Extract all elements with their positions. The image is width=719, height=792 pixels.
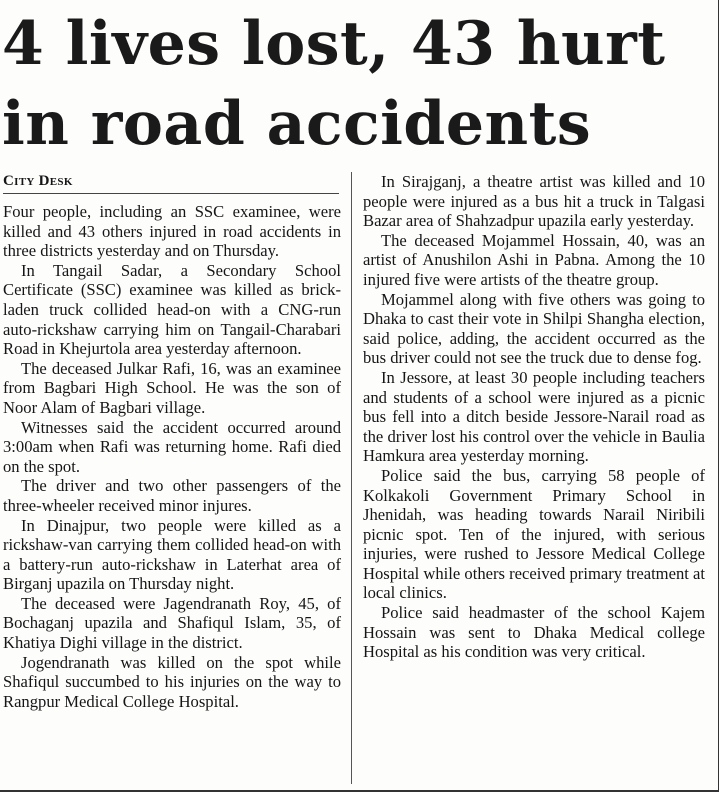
paragraph: In Sirajganj, a theatre artist was killed and 10 people were injured as a bus hit a truck in Talgasi Bazar area of Shahzadpur upazila early yesterday. [363, 172, 705, 231]
paragraph: In Dinajpur, two people were killed as a rickshaw-van carrying them collided head-on with a battery-run auto-rickshaw in Laterhat area of Birganj upazila on Thursday night. [3, 515, 341, 594]
column-divider [351, 172, 352, 784]
paragraph: Witnesses said the accident occurred around 3:00am when Rafi was returning home. Rafi died on the spot. [3, 417, 341, 476]
paragraph: Four people, including an SSC examinee, were killed and 43 others injured in road accidents in three districts yesterday and on Thursday. [3, 202, 341, 261]
paragraph: The deceased were Jagendranath Roy, 45, of Bochaganj upazila and Shafiqul Islam, 35, of Khatiya Dighi village in the district. [3, 593, 341, 653]
paragraph: In Jessore, at least 30 people including teachers and students of a school were injured as a picnic bus fell into a ditch beside Jessore-Narail road as the driver lost his control over the vehicle in Baulia Hamkura area yesterday morning. [363, 367, 705, 466]
paragraph: The deceased Mojammel Hossain, 40, was an artist of Anushilon Ashi in Pabna. Among the 10 injured five were artists of the theatre group. [363, 230, 705, 289]
paragraph: The deceased Julkar Rafi, 16, was an examinee from Bagbari High School. He was the son of Noor Alam of Bagbari village. [3, 358, 341, 417]
paragraph: Police said the bus, carrying 58 people of Kolkakoli Government Primary School in Jhenidah, was heading towards Narail Niribili picnic spot. Ten of the injured, with serious injuries, were rushed to Jessore Medical College Hospital while others received primary treatment at local clinics. [363, 465, 705, 603]
left-column [3, 172, 341, 711]
paragraph: In Tangail Sadar, a Secondary School Certificate (SSC) examinee was killed as brick-laden truck collided head-on with a CNG-run auto-rickshaw carrying him on Tangail-Charabari Road in Khejurtola area yesterday afternoon. [3, 260, 341, 359]
paragraph: The driver and two other passengers of the three-wheeler received minor injures. [3, 476, 341, 515]
right-column [363, 172, 705, 662]
headline-line-1: 4 lives lost, 43 hurt [2, 9, 666, 79]
byline: City Desk [3, 172, 339, 194]
headline [2, 4, 717, 164]
paragraph: Police said headmaster of the school Kajem Hossain was sent to Dhaka Medical college Hospital as his condition was very critical. [363, 603, 705, 662]
headline-line-2: in road accidents [2, 89, 592, 159]
paragraph: Mojammel along with five others was going to Dhaka to cast their vote in Shilpi Shangha election, said police, adding, the accident occurred as the bus driver could not see the truck due to dense fog. [363, 289, 705, 368]
paragraph: Jogendranath was killed on the spot while Shafiqul succumbed to his injuries on the way to Rangpur Medical College Hospital. [3, 652, 341, 711]
